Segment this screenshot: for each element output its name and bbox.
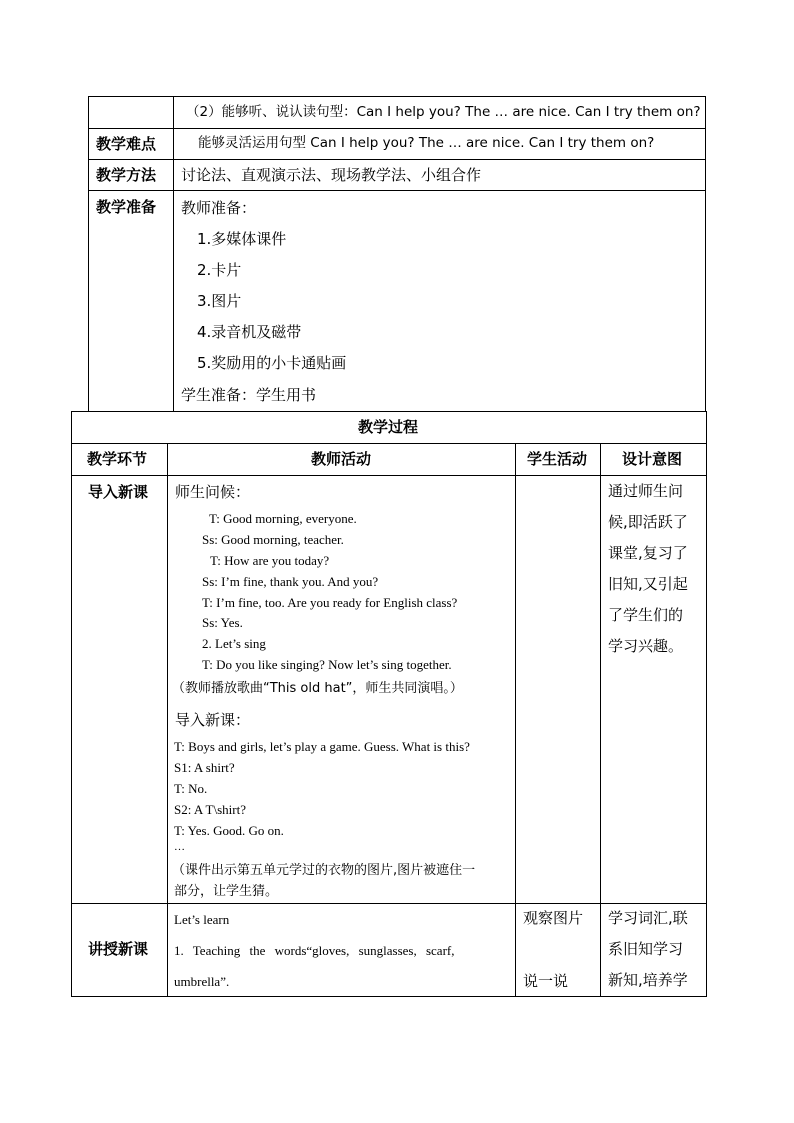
stage-label: 导入新课	[88, 483, 149, 501]
preparation-item: 4.录音机及磁带	[197, 323, 302, 341]
dialogue-line: Ss: Yes.	[202, 615, 243, 630]
methods-value: 讨论法、直观演示法、现场教学法、小组合作	[181, 166, 482, 184]
dialogue-line: T: No.	[174, 781, 208, 796]
dialogue-line: T: I’m fine, too. Are you ready for English class?	[202, 595, 458, 610]
dialogue-line: T: Do you like singing? Now let’s sing together.	[202, 657, 452, 672]
top-table-border	[88, 96, 89, 411]
design-intent-line: 学习词汇,联	[608, 909, 688, 927]
teacher-activity-line: Let’s learn	[174, 912, 230, 927]
design-intent-line: 课堂,复习了	[608, 544, 688, 562]
student-activity-line: 说一说	[523, 972, 569, 990]
difficulty-label: 教学难点	[96, 135, 157, 153]
dialogue-line: S2: A T\shirt?	[174, 802, 246, 817]
dialogue-line: T: Boys and girls, let’s play a game. Guess. What is this?	[174, 739, 470, 754]
teacher-activity-line: umbrella”.	[174, 974, 230, 989]
top-table-border	[88, 190, 706, 191]
top-table-border	[173, 96, 174, 411]
dialogue-line: T: How are you today?	[210, 553, 330, 568]
teacher-activity-line: 1. Teaching the words“gloves, sunglasses, scarf,	[174, 943, 455, 958]
design-intent-line: 新知,培养学	[608, 971, 688, 989]
preparation-label: 教学准备	[96, 198, 157, 216]
design-intent-line: 候,即活跃了	[608, 513, 688, 531]
design-intent-line: 了学生们的	[608, 606, 684, 624]
preparation-item: 3.图片	[197, 292, 242, 310]
dialogue-line: T: Good morning, everyone.	[209, 511, 357, 526]
dialogue-line: T: Yes. Good. Go on.	[174, 823, 284, 838]
dialogue-line: S1: A shirt?	[174, 760, 235, 775]
process-table-border	[71, 411, 72, 997]
header-teacher-activity: 教师活动	[311, 450, 372, 468]
design-intent-line: 系旧知学习	[608, 940, 684, 958]
objectives-continuation: （2）能够听、说认读句型：Can I help you? The … are nice. Can I try them on?	[186, 104, 701, 120]
design-intent-line: 学习兴趣。	[608, 637, 684, 655]
courseware-note: （课件出示第五单元学过的衣物的图片,图片被遮住一	[172, 863, 476, 878]
header-stage: 教学环节	[87, 450, 148, 468]
methods-label: 教学方法	[96, 166, 157, 184]
header-student-activity: 学生活动	[527, 450, 588, 468]
dialogue-line: 2. Let’s sing	[202, 636, 266, 651]
top-table-border	[88, 96, 706, 97]
preparation-item: 1.多媒体课件	[197, 230, 287, 248]
process-table-border	[167, 443, 168, 997]
top-table-border	[88, 159, 706, 160]
student-preparation: 学生准备：学生用书	[181, 386, 317, 404]
preparation-item: 2.卡片	[197, 261, 242, 279]
top-table-border	[88, 128, 706, 129]
top-table-border	[705, 96, 706, 412]
student-activity-line: 观察图片	[523, 909, 584, 927]
process-table-border	[706, 411, 707, 997]
process-table-border	[71, 411, 707, 412]
courseware-note: 部分，让学生猜。	[174, 884, 279, 899]
intro-heading: 导入新课：	[175, 711, 251, 729]
header-design-intent: 设计意图	[622, 450, 683, 468]
greeting-heading: 师生问候：	[175, 483, 251, 501]
teacher-preparation-heading: 教师准备：	[181, 199, 257, 217]
design-intent-line: 旧知,又引起	[608, 575, 688, 593]
song-note: （教师播放歌曲“This old hat”，师生共同演唱。）	[172, 681, 463, 696]
dialogue-line: Ss: Good morning, teacher.	[202, 532, 344, 547]
process-table-border	[600, 443, 601, 997]
dialogue-line: Ss: I’m fine, thank you. And you?	[202, 574, 379, 589]
process-title: 教学过程	[358, 418, 419, 436]
preparation-item: 5.奖励用的小卡通贴画	[197, 354, 347, 372]
ellipsis-line: …	[174, 841, 185, 853]
process-table-border	[515, 443, 516, 997]
stage-label: 讲授新课	[88, 940, 149, 958]
design-intent-line: 通过师生问	[608, 482, 684, 500]
difficulty-value: 能够灵活运用句型 Can I help you? The … are nice. Can I try them on?	[198, 135, 655, 151]
